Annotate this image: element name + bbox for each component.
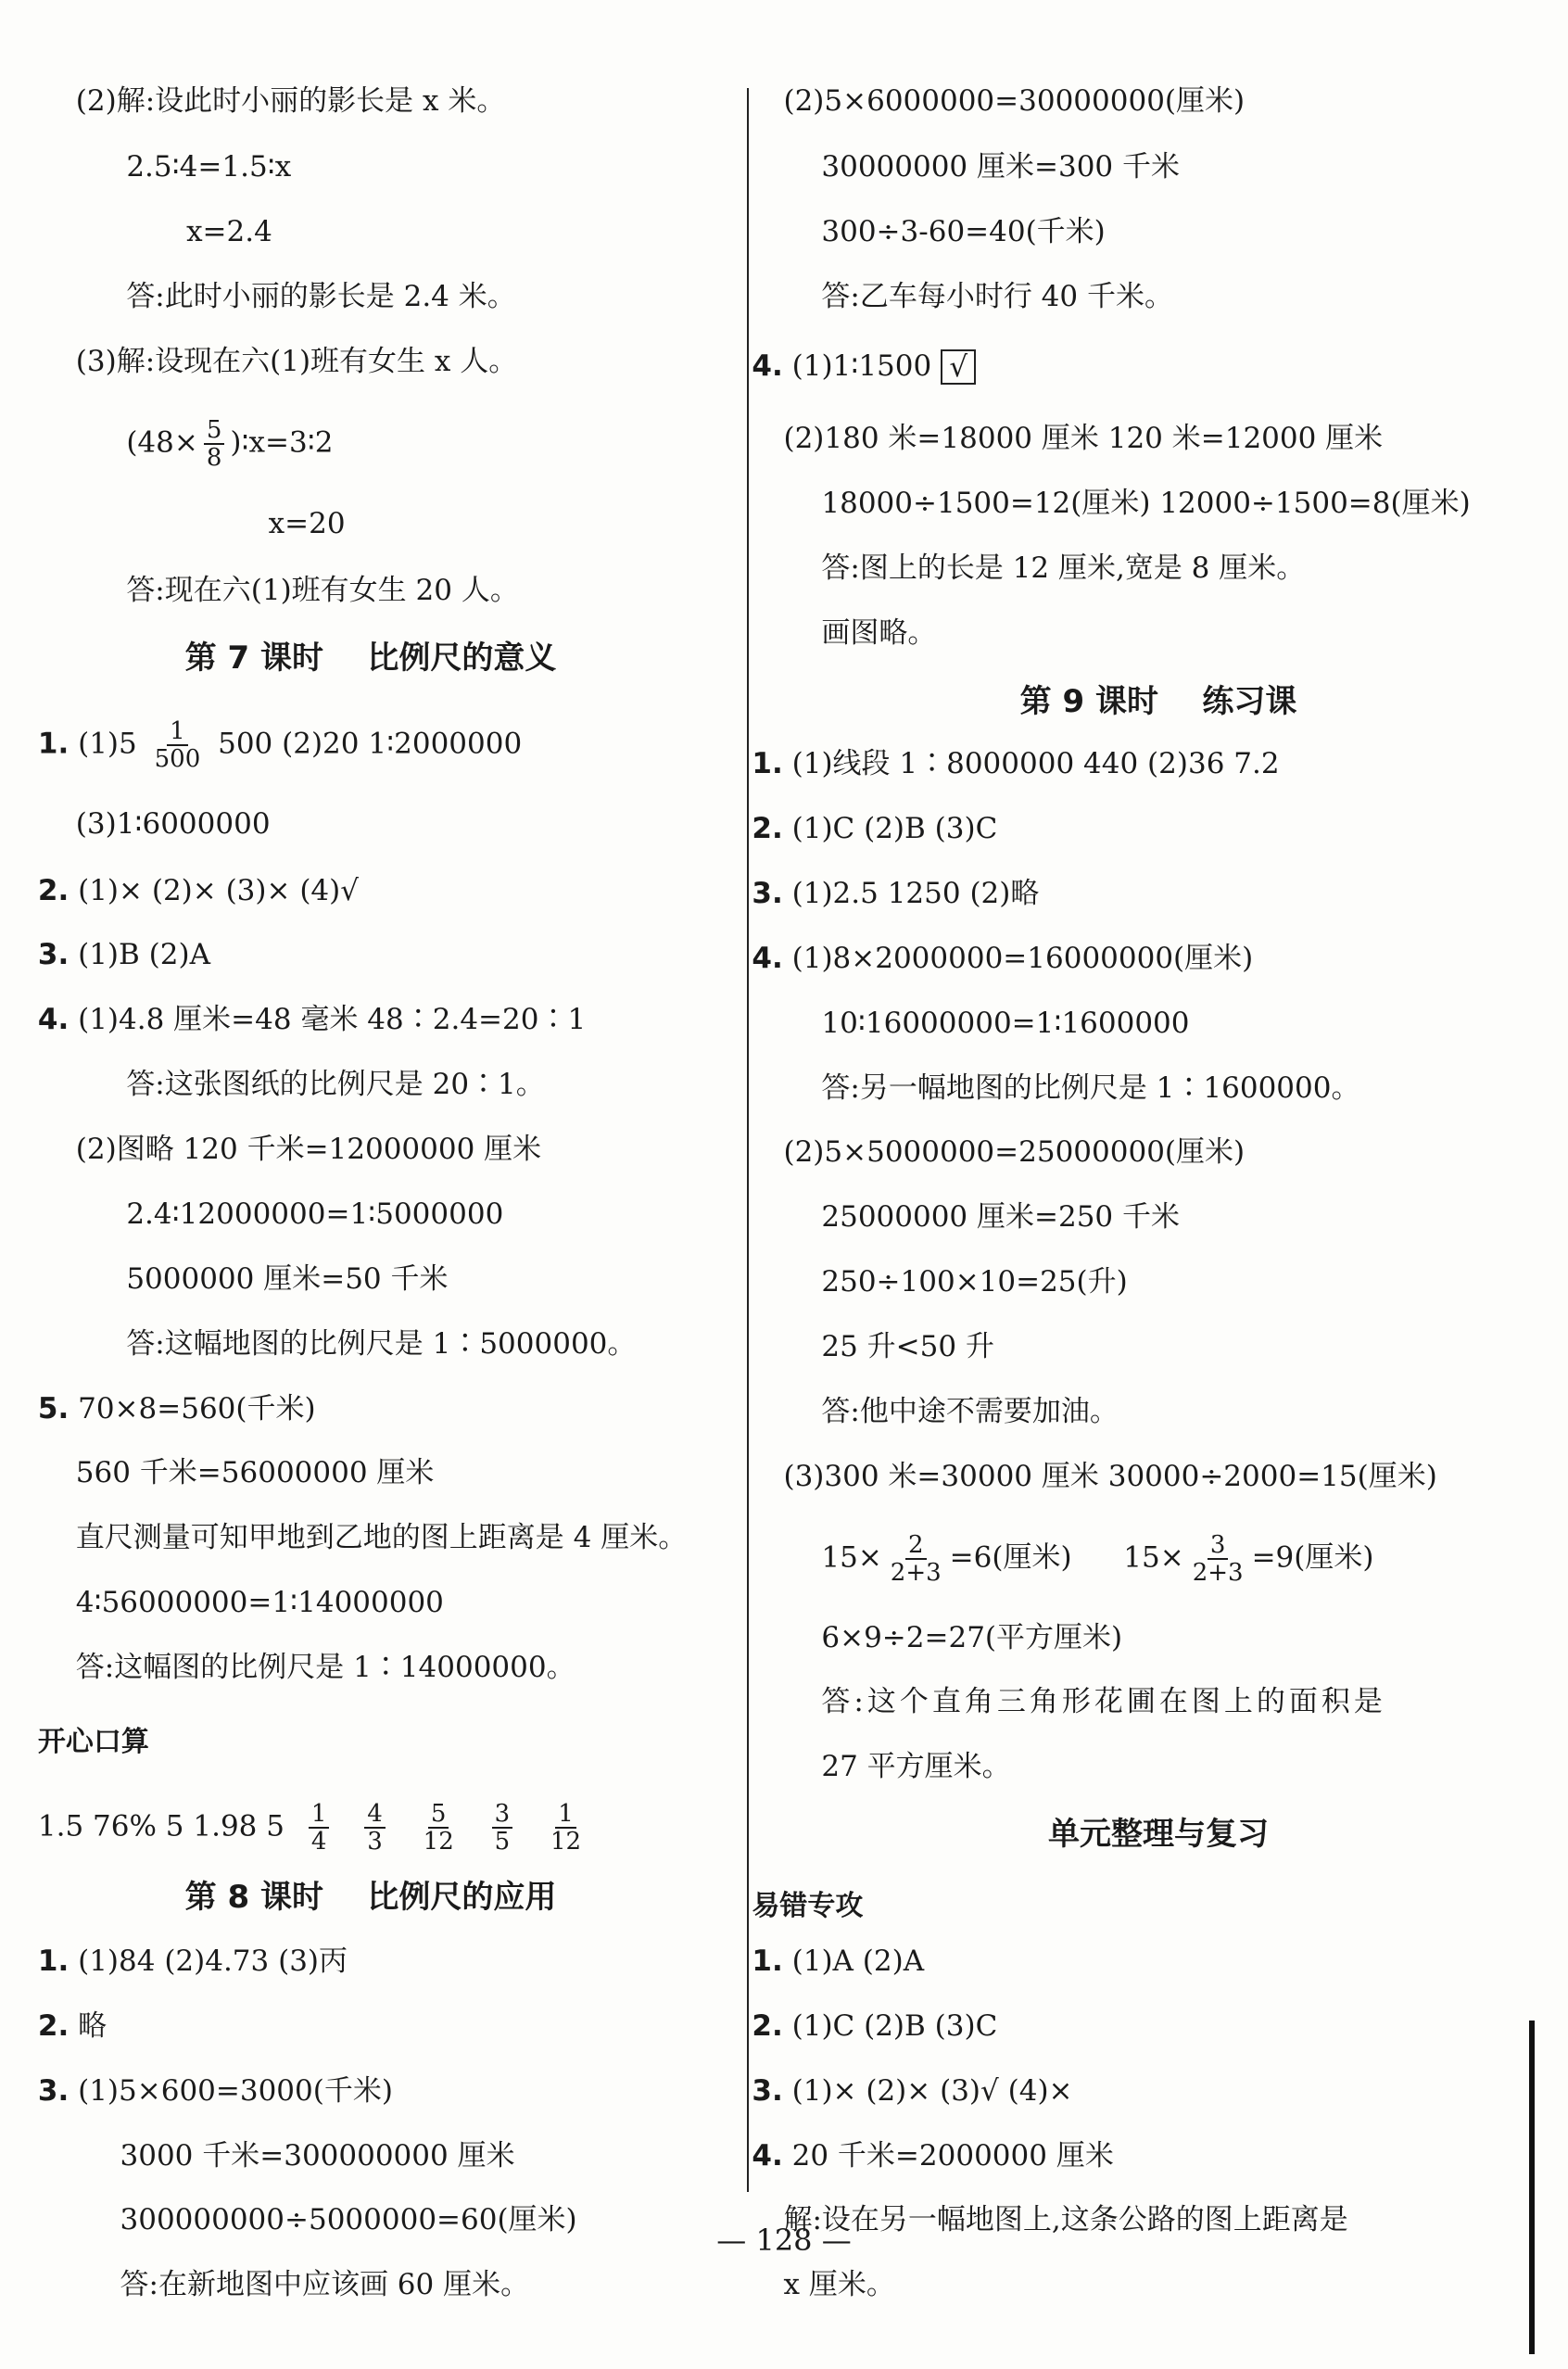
text-line: 25000000 厘米=250 千米 — [821, 1200, 1181, 1235]
question-5 — [38, 1390, 316, 1427]
text-line: 250÷100×10=25(升) — [821, 1265, 1128, 1299]
question-number: 1. — [37, 1944, 70, 1978]
text-line: (2)5×6000000=30000000(厘米) — [783, 83, 1246, 118]
text-line: x=2.4 — [186, 215, 272, 249]
fraction — [888, 1532, 944, 1586]
question-number: 2. — [37, 873, 70, 907]
question-2 — [38, 872, 359, 909]
text-line: (2)解:设此时小丽的影长是 x 米。 — [75, 83, 506, 118]
text-line: 5000000 厘米=50 千米 — [126, 1261, 449, 1296]
text-line: 27 平方厘米。 — [821, 1750, 1011, 1784]
numerator: 2 — [905, 1532, 927, 1560]
text-line: 4∶56000000=1∶14000000 — [75, 1586, 444, 1620]
question-3 — [752, 875, 1039, 912]
question-1 — [752, 1943, 924, 1980]
denominator: 4 — [310, 1827, 327, 1856]
text: 1.5 76% 5 1.98 5 — [37, 1809, 285, 1843]
text-line: 3000 千米=300000000 厘米 — [120, 2138, 515, 2173]
text-line: 答:这幅图的比例尺是 1∶14000000。 — [75, 1650, 575, 1684]
text-line: (2)图略 120 千米=12000000 厘米 — [75, 1133, 542, 1167]
text-line: (3)解:设现在六(1)班有女生 x 人。 — [75, 344, 518, 378]
mental-math-answers — [38, 1801, 589, 1855]
text: (1)B (2)A — [78, 938, 210, 972]
numerator: 3 — [492, 1801, 513, 1829]
question-2 — [752, 810, 997, 847]
question-number: 3. — [37, 2073, 70, 2108]
fraction — [492, 1801, 513, 1855]
text-line: 答:此时小丽的影长是 2.4 米。 — [126, 279, 516, 313]
text-line: 答:在新地图中应该画 60 厘米。 — [120, 2268, 530, 2302]
text-line: (2)5×5000000=25000000(厘米) — [783, 1135, 1246, 1170]
text-line: 560 千米=56000000 厘米 — [75, 1456, 435, 1490]
text-line: 答:现在六(1)班有女生 20 人。 — [126, 573, 519, 607]
denominator: 8 — [206, 443, 222, 472]
subheading: 易错专攻 — [752, 1890, 864, 1923]
question-number: 1. — [37, 727, 70, 761]
question-4 — [752, 2137, 1113, 2174]
numerator: 4 — [364, 1801, 386, 1829]
question-number: 3. — [752, 877, 783, 911]
text-line: 答:这张图纸的比例尺是 20∶1。 — [126, 1068, 545, 1102]
text: (1)C (2)B (3)C — [791, 812, 998, 846]
question-1 — [752, 745, 1279, 782]
question-1 — [38, 718, 522, 772]
text-line: x=20 — [268, 507, 346, 541]
text: (1)A (2)A — [791, 1944, 925, 1978]
text: )∶x=3∶2 — [230, 425, 334, 460]
text: (48× — [126, 425, 198, 460]
question-number: 1. — [752, 747, 783, 781]
text: (1)5 — [78, 727, 137, 761]
text-line: 2.5∶4=1.5∶x — [126, 150, 292, 184]
fraction — [309, 1801, 330, 1855]
text: 15× — [821, 1540, 882, 1575]
question-4 — [752, 940, 1253, 977]
fraction — [421, 1801, 457, 1855]
check-box: √ — [941, 349, 976, 385]
denominator: 12 — [423, 1827, 454, 1856]
question-4 — [38, 1001, 586, 1038]
right-column — [749, 0, 1568, 2369]
text-line: 答:另一幅地图的比例尺是 1∶1600000。 — [821, 1070, 1360, 1105]
fraction — [548, 1801, 584, 1855]
question-3 — [38, 2072, 393, 2109]
fraction — [364, 1801, 386, 1855]
text-line: 答:乙车每小时行 40 千米。 — [821, 279, 1173, 313]
text-line: 答:这个直角三角形花圃在图上的面积是 — [821, 1685, 1386, 1719]
equation-line — [126, 417, 333, 471]
numerator: 5 — [204, 417, 225, 445]
text-line: (2)180 米=18000 厘米 120 米=12000 厘米 — [783, 422, 1384, 456]
text-line: 25 升<50 升 — [821, 1330, 994, 1364]
question-number: 4. — [37, 1003, 70, 1037]
text-line: (3)1∶6000000 — [75, 807, 271, 842]
equation-line — [821, 1532, 1373, 1586]
fraction — [204, 417, 225, 471]
text: =6(厘米) — [949, 1540, 1072, 1575]
text-line: (3)300 米=30000 厘米 30000÷2000=15(厘米) — [783, 1459, 1437, 1493]
question-number: 2. — [37, 2008, 70, 2043]
question-number: 5. — [37, 1391, 70, 1425]
fraction — [1190, 1532, 1246, 1586]
question-number: 4. — [752, 348, 783, 383]
question-1 — [38, 1943, 348, 1980]
text-line: 直尺测量可知甲地到乙地的图上距离是 4 厘米。 — [75, 1521, 688, 1555]
text-line: 30000000 厘米=300 千米 — [821, 150, 1181, 184]
question-number: 2. — [752, 2008, 783, 2043]
text: (1)C (2)B (3)C — [791, 2008, 998, 2043]
text: (1)2.5 1250 (2)略 — [791, 877, 1040, 911]
numerator: 3 — [1208, 1532, 1229, 1560]
text: =9(厘米) — [1251, 1540, 1374, 1575]
denominator: 2+3 — [890, 1558, 942, 1587]
denominator: 2+3 — [1192, 1558, 1244, 1587]
text: 20 千米=2000000 厘米 — [791, 2138, 1114, 2173]
section-heading: 第 9 课时 练习课 — [1019, 683, 1297, 721]
text: (1)线段 1∶8000000 440 (2)36 7.2 — [791, 747, 1280, 781]
text-line: 答:他中途不需要加油。 — [821, 1394, 1119, 1428]
numerator: 5 — [428, 1801, 449, 1829]
text: 70×8=560(千米) — [78, 1391, 316, 1425]
question-number: 4. — [752, 941, 783, 975]
numerator: 1 — [309, 1801, 330, 1829]
section-heading: 单元整理与复习 — [1048, 1816, 1269, 1854]
text-line: 画图略。 — [821, 615, 937, 650]
question-3 — [38, 936, 210, 973]
denominator: 5 — [494, 1827, 511, 1856]
denominator: 12 — [550, 1827, 582, 1856]
text-line: 答:这幅地图的比例尺是 1∶5000000。 — [126, 1326, 637, 1361]
page-number: — 128 — — [716, 2223, 852, 2258]
section-heading: 第 7 课时 比例尺的意义 — [184, 639, 557, 677]
text: (1)5×600=3000(千米) — [78, 2073, 393, 2108]
text: (1)4.8 厘米=48 毫米 48∶2.4=20∶1 — [78, 1003, 587, 1037]
question-3 — [752, 2072, 1072, 2109]
text-line: 300000000÷5000000=60(厘米) — [120, 2203, 577, 2237]
text-line: 10∶16000000=1∶1600000 — [821, 1006, 1190, 1040]
numerator: 1 — [167, 718, 188, 746]
text-line: 300÷3-60=40(千米) — [821, 215, 1106, 249]
subheading: 开心口算 — [37, 1725, 149, 1758]
text: 略 — [78, 2008, 107, 2043]
text-line: 6×9÷2=27(平方厘米) — [821, 1620, 1123, 1654]
text: (1)× (2)× (3)√ (4)× — [791, 2073, 1073, 2108]
text-line: 解:设在另一幅地图上,这条公路的图上距离是 — [783, 2203, 1348, 2237]
text: (1)84 (2)4.73 (3)丙 — [78, 1944, 348, 1978]
text: (1)1∶1500 — [791, 348, 932, 383]
question-number: 2. — [752, 812, 783, 846]
text: (1)8×2000000=16000000(厘米) — [791, 941, 1254, 975]
question-number: 4. — [752, 2138, 783, 2173]
fraction — [152, 718, 204, 772]
text: 500 (2)20 1∶2000000 — [218, 727, 523, 761]
text: 15× — [1123, 1540, 1184, 1575]
denominator: 3 — [367, 1827, 383, 1856]
text-line: 答:图上的长是 12 厘米,宽是 8 厘米。 — [821, 551, 1306, 585]
numerator: 1 — [555, 1801, 576, 1829]
question-2 — [752, 2008, 997, 2045]
text: (1)× (2)× (3)× (4)√ — [78, 873, 359, 907]
question-number: 3. — [37, 938, 70, 972]
question-number: 1. — [752, 1944, 783, 1978]
denominator: 500 — [154, 745, 201, 774]
left-column — [0, 0, 741, 2369]
text-line: 2.4∶12000000=1∶5000000 — [126, 1197, 504, 1231]
section-heading: 第 8 课时 比例尺的应用 — [184, 1879, 557, 1917]
question-number: 3. — [752, 2073, 783, 2108]
question-4 — [752, 348, 976, 386]
text-line: x 厘米。 — [783, 2268, 895, 2302]
question-2 — [38, 2008, 107, 2045]
text-line: 18000÷1500=12(厘米) 12000÷1500=8(厘米) — [821, 487, 1471, 521]
